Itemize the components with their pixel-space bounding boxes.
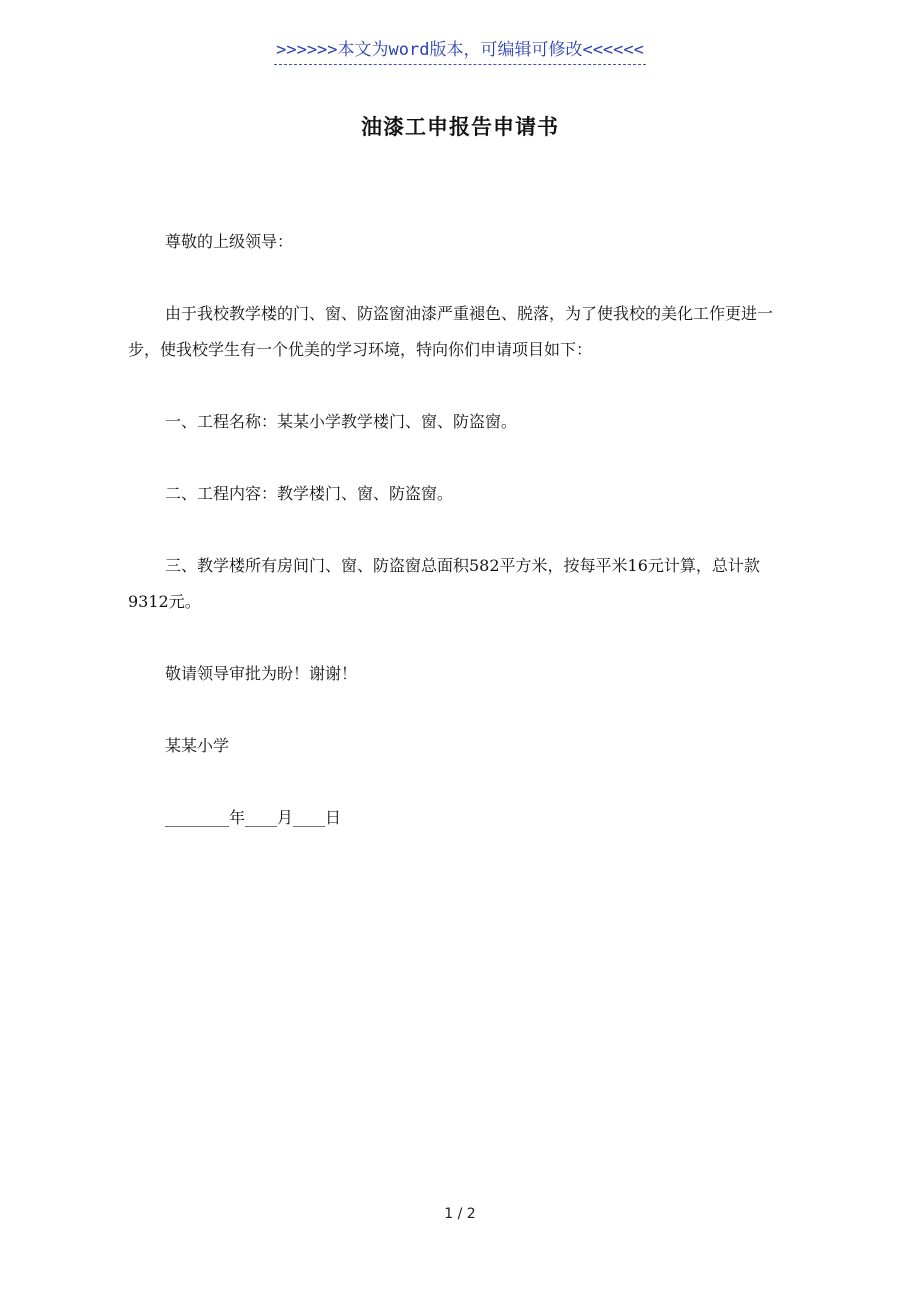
salutation: 尊敬的上级领导： xyxy=(165,232,294,251)
item-project-cost: 三、教学楼所有房间门、窗、防盗窗总面积582平方米，按每平米16元计算，总计款9312元。 xyxy=(128,556,760,611)
editable-notice xyxy=(0,38,920,65)
document-title: 油漆工申报告申请书 xyxy=(361,114,559,139)
body-paragraph: 由于我校教学楼的门、窗、防盗窗油漆严重褪色、脱落，为了使我校的美化工作更进一步，使我校学生有一个优美的学习环境，特向你们申请项目如下： xyxy=(128,304,774,359)
page-number: 1 / 2 xyxy=(444,1206,476,1222)
date-line: ________年____月____日 xyxy=(165,808,342,827)
signer: 某某小学 xyxy=(165,736,230,755)
item-project-name: 一、工程名称：某某小学教学楼门、窗、防盗窗。 xyxy=(165,412,518,431)
closing-line: 敬请领导审批为盼！谢谢！ xyxy=(165,664,358,683)
item-project-content: 二、工程内容：教学楼门、窗、防盗窗。 xyxy=(165,484,454,503)
editable-notice-link[interactable]: >>>>>>本文为word版本，可编辑可修改<<<<<< xyxy=(274,38,646,65)
